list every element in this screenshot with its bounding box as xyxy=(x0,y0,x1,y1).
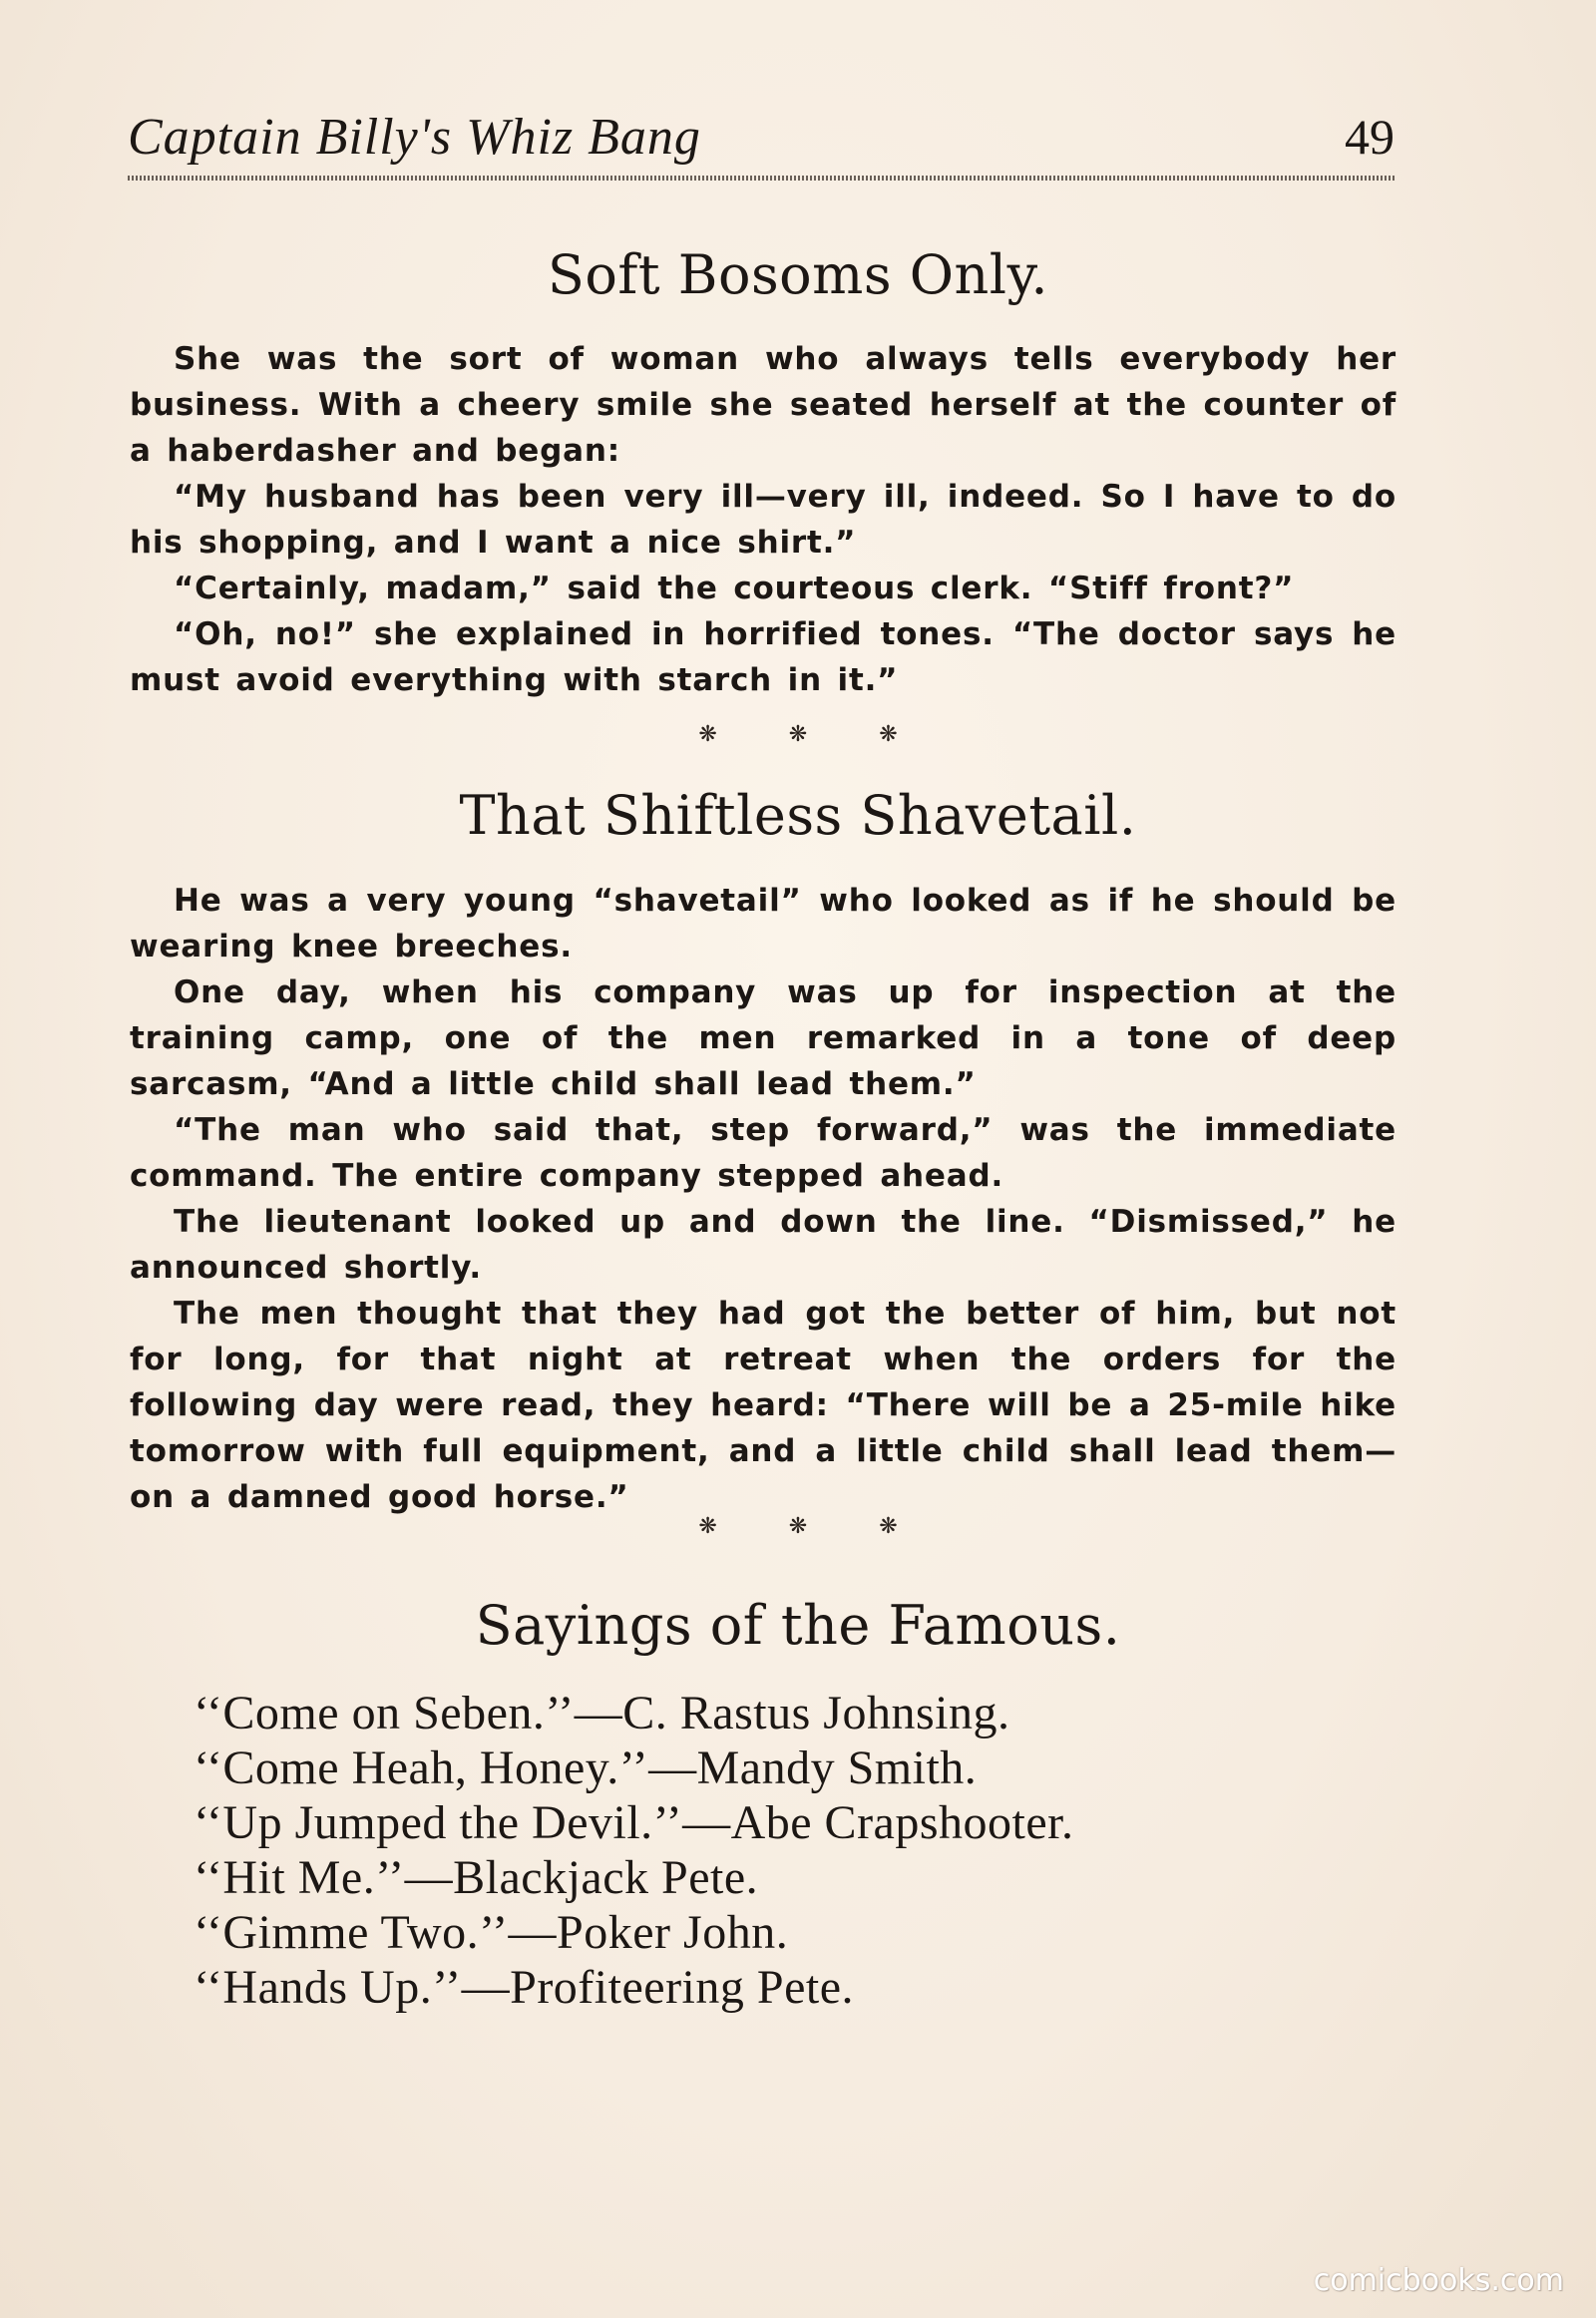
paragraph: “My husband has been very ill—very ill, indeed. So I have to do his shopping, and I want a nice shirt.” xyxy=(130,479,1396,561)
paragraph: “Oh, no!” she explained in horrified tones. “The doctor says he must avoid everything with starch in it.” xyxy=(130,616,1396,698)
header-title: Captain Billy's Whiz Bang xyxy=(128,109,701,166)
saying-line: ‘‘Gimme Two.’’—Poker John. xyxy=(194,1906,789,1959)
saying-line: ‘‘Hit Me.’’—Blackjack Pete. xyxy=(194,1851,759,1904)
paragraph: The lieutenant looked up and down the line. “Dismissed,” he announced shortly. xyxy=(130,1204,1396,1286)
header-rule xyxy=(128,176,1395,181)
saying-line: ‘‘Come on Seben.’’—C. Rastus Johnsing. xyxy=(194,1687,1010,1739)
running-header xyxy=(128,108,1395,180)
page-number: 49 xyxy=(1345,109,1395,165)
site-watermark: comicbooks.com xyxy=(1313,2263,1564,2298)
section-separator: ❋❋❋ xyxy=(698,1514,970,1539)
section-separator: ❋❋❋ xyxy=(698,722,970,747)
paragraph: “The man who said that, step forward,” was the immediate command. The entire company stepped ahead. xyxy=(130,1112,1396,1194)
paragraph: The men thought that they had got the better of him, but not for long, for that night at retreat when the orders for the following day were read, they heard: “There will be a 25-mile hike tomorrow with full equipment, and a little child shall lead them—on a damned good horse.” xyxy=(130,1296,1396,1515)
article-shavetail xyxy=(130,878,1396,1520)
paragraph: One day, when his company was up for inspection at the training camp, one of the men remarked in a tone of deep sarcasm, “And a little child shall lead them.” xyxy=(130,974,1396,1102)
saying-line: ‘‘Come Heah, Honey.’’—Mandy Smith. xyxy=(194,1741,978,1794)
paragraph: He was a very young “shavetail” who looked as if he should be wearing knee breeches. xyxy=(130,883,1396,965)
saying-line: ‘‘Hands Up.’’—Profiteering Pete. xyxy=(194,1961,855,2014)
paragraph: “Certainly, madam,” said the courteous clerk. “Stiff front?” xyxy=(174,571,1295,606)
article-title-shavetail: That Shiftless Shavetail. xyxy=(459,784,1137,847)
paragraph: She was the sort of woman who always tells everybody her business. With a cheery smile she seated herself at the counter of a haberdasher and began: xyxy=(130,341,1396,469)
article-title-soft-bosoms: Soft Bosoms Only. xyxy=(547,243,1049,306)
article-title-sayings: Sayings of the Famous. xyxy=(475,1594,1121,1657)
sayings-list xyxy=(194,1686,1391,2015)
article-soft-bosoms xyxy=(130,336,1396,703)
saying-line: ‘‘Up Jumped the Devil.’’—Abe Crapshooter. xyxy=(194,1796,1074,1849)
